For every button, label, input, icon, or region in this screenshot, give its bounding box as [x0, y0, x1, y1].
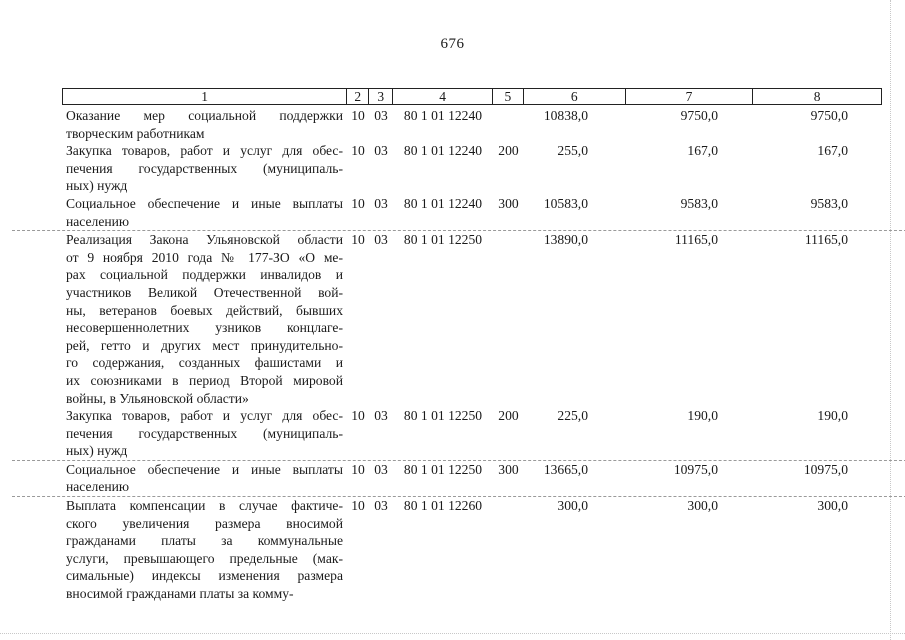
row-description-line: Оказание мер социальной поддержки [66, 108, 343, 123]
row-description [62, 497, 347, 603]
cell-c8: 300,0 [817, 498, 848, 514]
cell-c6: 13890,0 [543, 232, 588, 248]
cell-c5: 300 [498, 195, 519, 211]
row-description-line: творческим работникам [66, 125, 205, 141]
scan-edge [890, 0, 891, 640]
row-description [62, 107, 347, 142]
column-header-7: 7 [626, 89, 754, 104]
row-description-line: ского увеличения размера вносимой [66, 515, 343, 531]
cell-c2: 10 [351, 108, 365, 123]
cell-c3: 03 [374, 232, 388, 248]
row-description-line: услуги, превышающего предельные (мак- [66, 550, 343, 566]
cell-c3: 03 [374, 108, 388, 123]
cell-c6: 13665,0 [543, 461, 588, 477]
cell-c8: 11165,0 [804, 232, 848, 248]
cell-c3: 03 [374, 195, 388, 211]
row-description [62, 195, 347, 230]
row-description-line: войны, в Ульяновской области» [66, 390, 249, 406]
cell-c2: 10 [351, 461, 365, 477]
row-description-line: Закупка товаров, работ и услуг для обес- [66, 408, 343, 424]
cell-c4: 80 1 01 12260 [403, 498, 483, 514]
row-description [62, 231, 347, 407]
table-row [62, 231, 882, 407]
cell-c7: 9750,0 [680, 108, 718, 123]
cell-c6: 10838,0 [543, 108, 588, 123]
row-description-line: населению [66, 479, 130, 495]
cell-c6: 225,0 [557, 408, 588, 424]
row-description-line: Выплата компенсации в случае фактиче- [66, 498, 343, 514]
row-description [62, 407, 347, 460]
row-description-line: симальные) индексы изменения размера [66, 568, 343, 584]
row-description-line: рах социальной поддержки инвалидов и [66, 267, 343, 283]
cell-c8: 10975,0 [803, 461, 848, 477]
cell-c4: 80 1 01 12240 [403, 108, 483, 123]
page-number: 676 [440, 36, 465, 52]
cell-c5 [493, 231, 524, 407]
cell-c8: 9583,0 [810, 195, 848, 211]
cell-c6: 255,0 [557, 143, 588, 159]
column-header-8: 8 [813, 89, 821, 104]
column-header-3: 3 [369, 89, 393, 104]
row-description-line: Социальное обеспечение и иные выплаты [66, 195, 343, 211]
cell-c5: 300 [498, 461, 519, 477]
cell-c4: 80 1 01 12250 [403, 232, 483, 248]
cell-c4: 80 1 01 12240 [403, 195, 483, 211]
row-description-line: рей, гетто и других мест принудительно- [66, 337, 343, 353]
row-description-line: их союзниками в период Второй мировой [66, 372, 343, 388]
cell-c3: 03 [374, 408, 388, 424]
row-description-line: го содержания, созданных фашистами и [66, 355, 343, 371]
cell-c4: 80 1 01 12250 [403, 461, 483, 477]
table-row [62, 142, 882, 195]
cell-c7: 190,0 [687, 408, 718, 424]
table-row [62, 497, 882, 603]
column-header-row [62, 88, 882, 105]
cell-c5 [493, 107, 524, 142]
cell-c6: 300,0 [557, 498, 588, 514]
row-description-line: ных) нужд [66, 178, 128, 194]
table-row [62, 195, 882, 230]
cell-c4: 80 1 01 12250 [403, 408, 483, 424]
cell-c2: 10 [351, 143, 365, 159]
cell-c2: 10 [351, 408, 365, 424]
row-description-line: Закупка товаров, работ и услуг для обес- [66, 143, 343, 159]
cell-c7: 10975,0 [673, 461, 718, 477]
table-row [62, 407, 882, 460]
row-description-line: несовершеннолетних узников концлаге- [66, 320, 343, 336]
cell-c5: 200 [498, 408, 519, 424]
row-description-line: от 9 ноября 2010 года № 177-ЗО «О ме- [66, 249, 343, 265]
row-description-line: населению [66, 213, 130, 229]
column-header-5: 5 [493, 89, 524, 104]
row-description-line: печения государственных (муниципаль- [66, 160, 343, 176]
budget-table-body [62, 107, 882, 603]
cell-c8: 190,0 [817, 408, 848, 424]
row-description-line: ны, ветеранов боевых действий, бывших [66, 302, 343, 318]
row-description-line: вносимой гражданами платы за комму- [66, 586, 294, 602]
cell-c8: 9750,0 [810, 108, 848, 123]
column-header-4: 4 [393, 89, 493, 104]
row-description-line: печения государственных (муниципаль- [66, 425, 343, 441]
cell-c8: 167,0 [817, 143, 848, 159]
table-row [62, 107, 882, 142]
cell-c4: 80 1 01 12240 [403, 143, 483, 159]
cell-c3: 03 [374, 498, 388, 514]
cell-c3: 03 [374, 461, 388, 477]
cell-c7: 11165,0 [674, 232, 718, 248]
cell-c7: 9583,0 [680, 195, 718, 211]
row-description-line: гражданами платы за коммунальные [66, 533, 343, 549]
cell-c7: 167,0 [687, 143, 718, 159]
row-description [62, 142, 347, 195]
column-header-6: 6 [524, 89, 626, 104]
row-description-line: Реализация Закона Ульяновской области [66, 232, 343, 248]
cell-c5: 200 [498, 143, 519, 159]
cell-c2: 10 [351, 498, 365, 514]
table-row [62, 461, 882, 496]
cell-c6: 10583,0 [543, 195, 588, 211]
cell-c2: 10 [351, 195, 365, 211]
row-description-line: Социальное обеспечение и иные выплаты [66, 461, 343, 477]
scan-edge [0, 633, 905, 634]
column-header-2: 2 [347, 89, 369, 104]
cell-c3: 03 [374, 143, 388, 159]
cell-c2: 10 [351, 232, 365, 248]
column-header-1: 1 [63, 89, 347, 104]
row-description-line: ных) нужд [66, 443, 128, 459]
cell-c5 [493, 497, 524, 603]
row-description-line: участников Великой Отечественной вой- [66, 284, 343, 300]
cell-c7: 300,0 [687, 498, 718, 514]
row-description [62, 461, 347, 496]
